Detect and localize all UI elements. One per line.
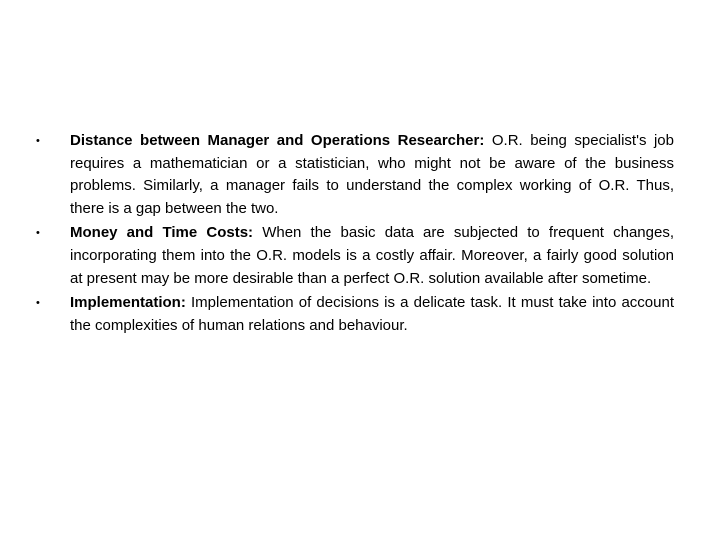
bullet-heading: Money and Time Costs:: [70, 224, 254, 242]
bullet-text: Implementation of decisions is a delicate task. It must take into account the complexities of human relations and behaviour.: [70, 294, 674, 334]
bullet-heading: Implementation:: [70, 294, 186, 312]
list-item-manager-researcher-distance: [36, 130, 674, 220]
bullet-icon: •: [36, 297, 40, 310]
bullet-text: When the basic data are subjected to frequent changes, incorporating them into the O.R. models is a costly affair. Moreover, a fairly good solution at present may be more desirable than a perfect O.R. solution available after sometime.: [70, 224, 674, 287]
list-item-money-time-costs: [36, 222, 674, 290]
bullet-icon: •: [36, 135, 40, 147]
bullet-text: O.R. being specialist's job requires a mathematician or a statistician, who might not be aware of the business problems. Similarly, a manager fails to understand the complex working of O.R. Thus, there is a gap between the two.: [70, 132, 674, 217]
bullet-list: [36, 130, 674, 339]
list-item-implementation: [36, 292, 674, 337]
bullet-heading: Distance between Manager and Operations Researcher:: [70, 132, 485, 149]
bullet-icon: •: [36, 227, 40, 240]
